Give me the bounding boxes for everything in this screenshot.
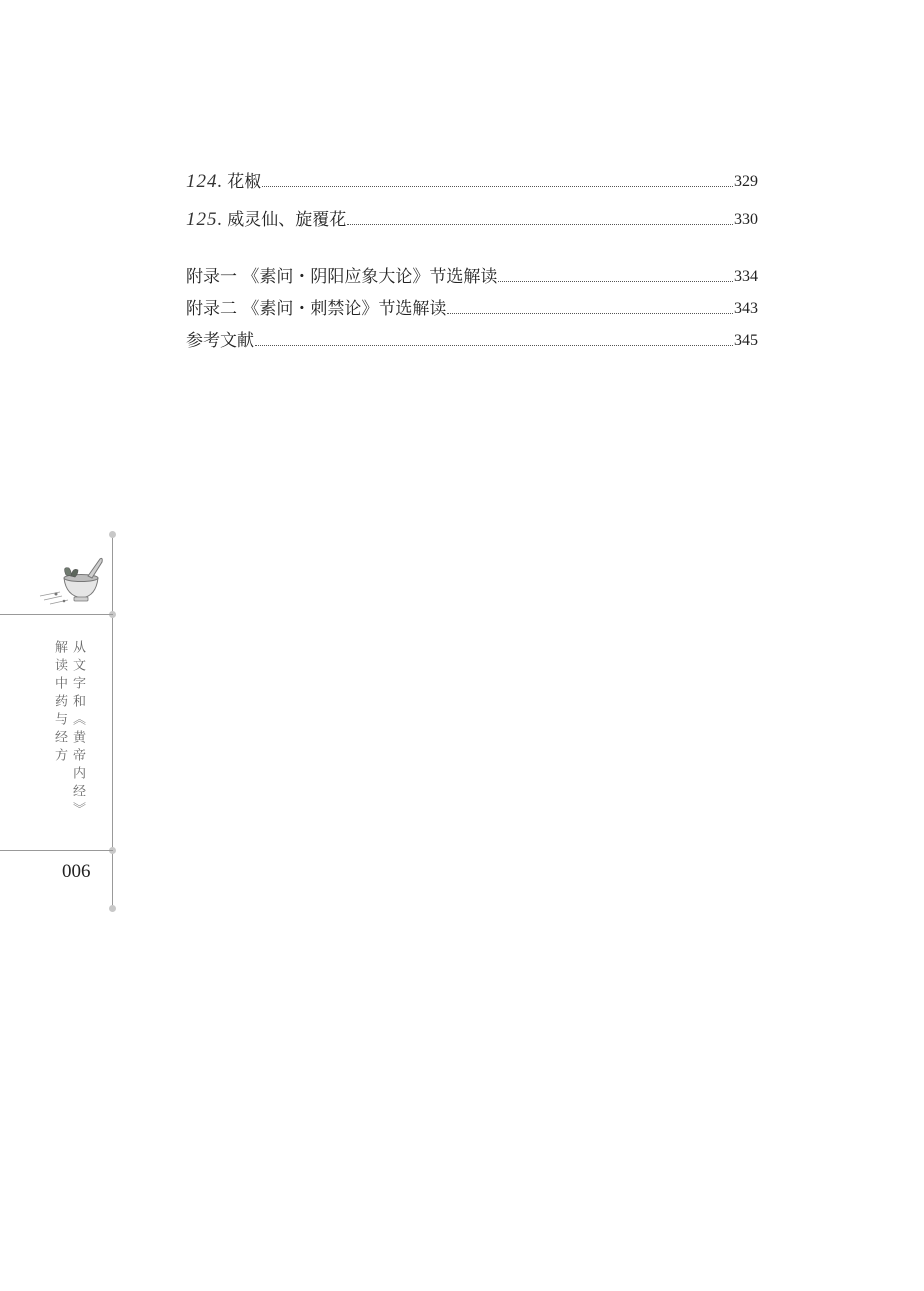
toc-entry-number: 125. (186, 209, 224, 230)
toc-leader-dots (447, 312, 733, 314)
toc-entry-title: 花椒 (227, 172, 262, 192)
toc-leader-dots (262, 185, 733, 187)
toc-entry-page: 329 (734, 173, 758, 190)
toc-entry-title: 威灵仙、旋覆花 (227, 210, 347, 230)
rule-dot (109, 531, 116, 538)
toc-entry-title: 参考文献 (186, 331, 254, 351)
toc-entry-page: 345 (734, 332, 758, 349)
mortar-pestle-icon (38, 556, 110, 606)
toc-leader-dots (498, 280, 733, 282)
rule-dot (109, 905, 116, 912)
toc-entry-title: 附录二 《素问・刺禁论》节选解读 (186, 299, 447, 319)
toc-entry[interactable] (186, 297, 758, 321)
toc-entry[interactable] (186, 265, 758, 289)
toc-entry[interactable] (186, 170, 758, 194)
page-number: 006 (62, 861, 91, 882)
toc-entry-title: 附录一 《素问・阴阳应象大论》节选解读 (186, 267, 498, 287)
toc-leader-dots (347, 223, 733, 225)
toc-entry[interactable] (186, 208, 758, 232)
toc-entry-number: 124. (186, 171, 224, 192)
side-horizontal-rule (0, 614, 113, 615)
side-horizontal-rule (0, 850, 113, 851)
toc-entry-page: 334 (734, 268, 758, 285)
book-title-line-1: 从文字和《黄帝内经》 (70, 640, 85, 820)
toc-entry-page: 343 (734, 300, 758, 317)
toc-entry-page: 330 (734, 211, 758, 228)
toc-leader-dots (255, 344, 733, 346)
toc-entry[interactable] (186, 329, 758, 353)
book-title-line-2: 解读中药与经方 (52, 640, 67, 766)
